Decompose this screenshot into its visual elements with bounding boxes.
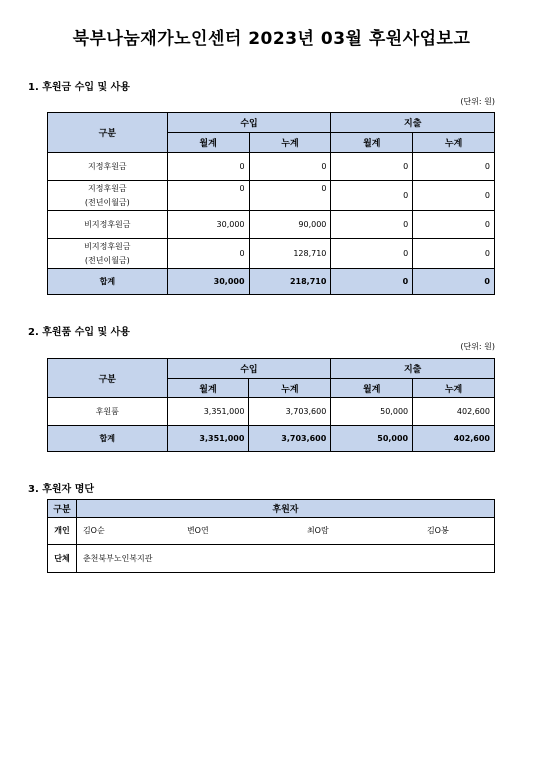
cell: 0: [413, 211, 495, 239]
donor-name: 최O람: [306, 526, 329, 535]
cell: 0: [249, 153, 331, 181]
header-gubun: 구분: [48, 359, 168, 398]
cell: 3,703,600: [249, 398, 331, 426]
row-label: 후원품: [48, 398, 168, 426]
cell: 0: [413, 239, 495, 269]
header-expense-month: 월계: [331, 133, 413, 153]
table-row: [48, 211, 495, 239]
header-expense: 지출: [331, 113, 495, 133]
cell: 0: [413, 153, 495, 181]
cell: 50,000: [331, 426, 413, 452]
cell: 3,703,600: [249, 426, 331, 452]
header-expense-cum: 누계: [413, 133, 495, 153]
cell: 0: [167, 153, 249, 181]
donor-list-table: [47, 499, 495, 573]
header-gubun: 구분: [48, 113, 168, 153]
header-income: 수입: [167, 113, 331, 133]
cell: 0: [331, 269, 413, 295]
header-expense-cum: 누계: [413, 379, 495, 398]
header-income-month: 월계: [167, 133, 249, 153]
table-row: [48, 181, 495, 211]
table-row: [48, 239, 495, 269]
row-label: 지정후원금: [48, 153, 168, 181]
cell: 0: [413, 269, 495, 295]
table-row: [48, 153, 495, 181]
row-label-line1: 비지정후원금: [84, 241, 131, 251]
header-gubun: 구분: [48, 500, 77, 518]
cell: 0: [249, 181, 331, 211]
section-2-heading: 2. 후원품 수입 및 사용: [28, 327, 130, 338]
section-1-unit: (단위: 원): [460, 97, 495, 106]
cell: 0: [331, 211, 413, 239]
cell: 3,351,000: [167, 426, 249, 452]
group-row: [48, 545, 495, 573]
cell: 0: [331, 181, 413, 211]
cell: 128,710: [249, 239, 331, 269]
donation-goods-table: [47, 358, 495, 452]
cell: 0: [331, 239, 413, 269]
header-income-month: 월계: [167, 379, 249, 398]
cell: 0: [331, 153, 413, 181]
donor-name: 김O순: [82, 526, 105, 535]
total-label: 합계: [48, 426, 168, 452]
donor-name: 변O연: [186, 526, 209, 535]
cell: 3,351,000: [167, 398, 249, 426]
cell: 90,000: [249, 211, 331, 239]
row-label-line2: (전년이월금): [84, 255, 130, 265]
row-label-line1: 지정후원금: [88, 183, 127, 193]
table-row: [48, 398, 495, 426]
section-3-heading: 3. 후원자 명단: [28, 484, 95, 495]
donor-name: 김O봉: [426, 526, 449, 535]
cell: 30,000: [167, 269, 249, 295]
cell: 30,000: [167, 211, 249, 239]
page-title: 북부나눔재가노인센터 2023년 03월 후원사업보고: [72, 29, 471, 49]
cell: 402,600: [413, 426, 495, 452]
header-income-cum: 누계: [249, 379, 331, 398]
cell: 0: [167, 181, 249, 211]
individual-label: 개인: [48, 518, 77, 545]
total-row: [48, 269, 495, 295]
group-donor-name: 춘천북부노인복지관: [76, 545, 494, 573]
header-expense-month: 월계: [331, 379, 413, 398]
individual-donors: [76, 518, 494, 545]
cell: 0: [413, 181, 495, 211]
donation-money-table: [47, 112, 495, 295]
individual-row: [48, 518, 495, 545]
cell: 402,600: [413, 398, 495, 426]
header-income-cum: 누계: [249, 133, 331, 153]
group-label: 단체: [48, 545, 77, 573]
cell: 50,000: [331, 398, 413, 426]
header-income: 수입: [167, 359, 331, 379]
total-row: [48, 426, 495, 452]
header-donor: 후원자: [76, 500, 494, 518]
header-expense: 지출: [331, 359, 495, 379]
cell: 218,710: [249, 269, 331, 295]
section-2-unit: (단위: 원): [460, 342, 495, 351]
cell: 0: [167, 239, 249, 269]
row-label: 비지정후원금: [48, 211, 168, 239]
row-label-line2: (전년이월금): [84, 197, 130, 207]
total-label: 합계: [48, 269, 168, 295]
row-label: [48, 181, 168, 211]
section-1-heading: 1. 후원금 수입 및 사용: [28, 82, 130, 93]
row-label: [48, 239, 168, 269]
